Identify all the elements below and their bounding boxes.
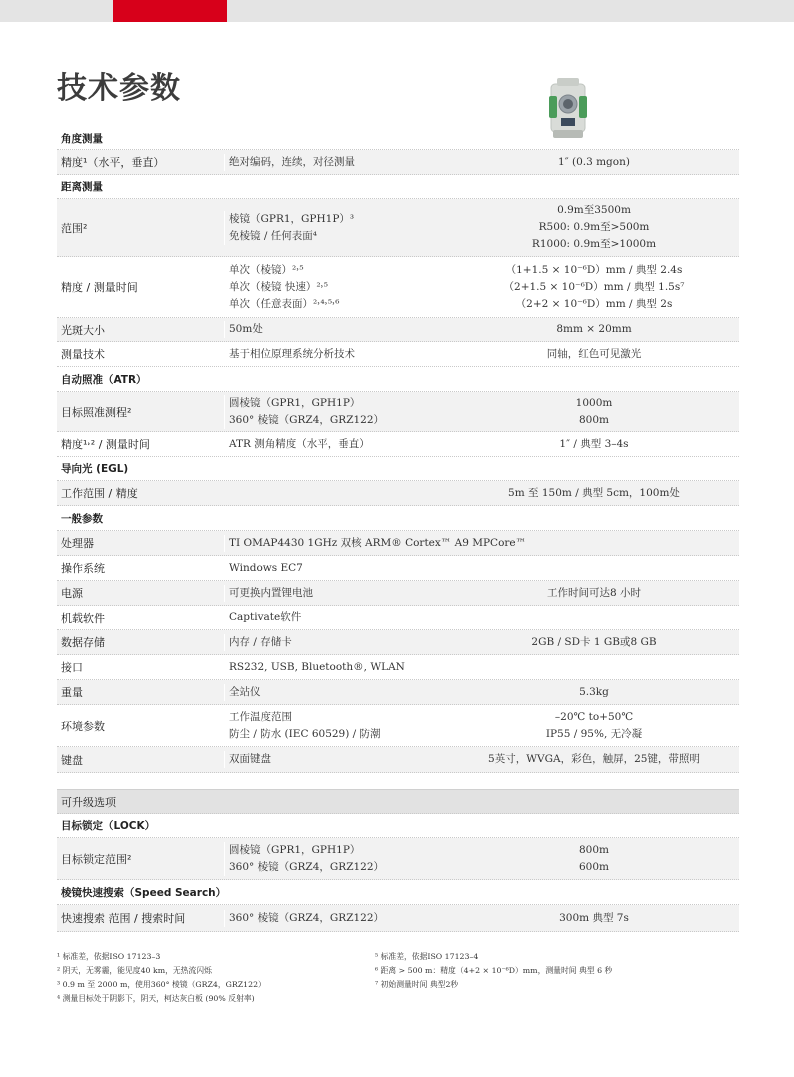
row-value: 8mm × 20mm xyxy=(556,323,632,335)
row-measure-tech xyxy=(57,342,739,367)
value-line: （1+1.5 × 10⁻⁶D）mm / 典型 2.4s xyxy=(505,263,683,276)
desc-line: 单次（棱镜 快速）²˒⁵ xyxy=(229,280,328,293)
row-value xyxy=(449,395,739,429)
footnote: ⁶ 距离 > 500 m：精度（4+2 × 10⁻⁶D）mm，测量时间 典型 6 秒 xyxy=(375,966,613,975)
row-label: 光斑大小 xyxy=(61,323,105,337)
value-line: 0.9m至3500m xyxy=(557,204,631,216)
row-desc: 基于相位原理系统分析技术 xyxy=(224,346,449,363)
footnote: ³ 0.9 m 至 2000 m，使用360° 棱镜（GRZ4，GRZ122） xyxy=(57,980,266,989)
row-storage xyxy=(57,630,739,655)
value-line: 800m xyxy=(579,413,609,426)
row-desc: Captivate软件 xyxy=(224,609,449,626)
section-title: 自动照准（ATR） xyxy=(61,373,147,386)
row-desc: 50m处 xyxy=(224,321,449,338)
row-value xyxy=(449,202,739,253)
value-line: （2+2 × 10⁻⁶D）mm / 典型 2s xyxy=(515,297,673,310)
desc-line: 棱镜（GPR1，GPH1P）³ xyxy=(229,212,355,225)
row-desc xyxy=(224,262,449,313)
row-environment xyxy=(57,705,739,747)
section-title: 距离测量 xyxy=(61,181,103,193)
row-label: 精度¹（水平，垂直） xyxy=(61,156,165,169)
row-desc: 双面键盘 xyxy=(224,751,449,768)
row-desc xyxy=(224,395,449,429)
section-title: 导向光 (EGL) xyxy=(61,463,129,475)
page-title: 技术参数 xyxy=(57,71,181,106)
row-label: 精度 / 测量时间 xyxy=(61,281,138,294)
row-label: 测量技术 xyxy=(61,348,105,361)
section-title: 棱镜快速搜索（Speed Search） xyxy=(61,886,227,899)
row-processor xyxy=(57,531,739,556)
footnote: ⁵ 标准差，依据ISO 17123–4 xyxy=(375,952,479,961)
section-header-egl xyxy=(57,457,739,481)
row-desc: TI OMAP4430 1GHz 双核 ARM® Cortex™ A9 MPCore™ xyxy=(224,535,684,552)
row-desc: Windows EC7 xyxy=(224,560,449,577)
desc-line: 圆棱镜（GPR1，GPH1P） xyxy=(229,396,361,409)
row-label: 环境参数 xyxy=(61,719,105,733)
row-label: 工作范围 / 精度 xyxy=(61,487,138,500)
spacer xyxy=(57,773,739,789)
section-title: 一般参数 xyxy=(61,512,103,525)
row-range xyxy=(57,199,739,257)
row-label: 范围² xyxy=(61,221,88,235)
desc-line: 单次（棱镜）²˒⁵ xyxy=(229,263,304,276)
row-angle-accuracy xyxy=(57,150,739,175)
row-label: 键盘 xyxy=(61,753,83,767)
row-desc: 绝对编码，连续，对径测量 xyxy=(224,154,449,171)
row-value: 1″ (0.3 mgon) xyxy=(558,155,630,168)
row-label: 电源 xyxy=(61,587,83,600)
row-desc: 全站仪 xyxy=(224,684,449,701)
footnote: ⁷ 初始测量时间 典型2秒 xyxy=(375,980,459,989)
footnote: ¹ 标准差，依据ISO 17123–3 xyxy=(57,952,161,961)
value-line: 1000m xyxy=(575,396,613,409)
row-speed-search xyxy=(57,905,739,932)
section-header-general xyxy=(57,506,739,531)
row-value: 5.3kg xyxy=(579,685,609,698)
footnotes-left xyxy=(57,950,266,1006)
desc-line: 圆棱镜（GPR1，GPH1P） xyxy=(229,843,361,856)
footnote: ² 阴天，无雾霾，能见度40 km，无热流闪烁 xyxy=(57,966,212,975)
desc-line: 工作温度范围 xyxy=(229,710,292,723)
section-header-distance xyxy=(57,175,739,199)
value-line: R500: 0.9m至>500m xyxy=(538,221,650,233)
section-header-atr xyxy=(57,367,739,392)
row-label: 目标锁定范围² xyxy=(61,852,132,866)
section-title: 角度测量 xyxy=(61,133,103,145)
row-weight xyxy=(57,680,739,705)
row-power xyxy=(57,581,739,606)
value-line: –20℃ to+50℃ xyxy=(554,710,634,723)
section-header-upgrade xyxy=(57,789,739,814)
value-line: 600m xyxy=(579,860,609,873)
row-label: 处理器 xyxy=(61,537,94,550)
row-desc: 360° 棱镜（GRZ4，GRZ122） xyxy=(224,910,449,927)
row-label: 精度¹˒² / 测量时间 xyxy=(61,438,150,451)
row-value xyxy=(449,262,739,313)
section-title: 目标锁定（LOCK） xyxy=(61,820,156,832)
section-header-speed xyxy=(57,880,739,905)
footnote: ⁴ 测量目标处于阴影下，阴天，柯达灰白板 (90% 反射率) xyxy=(57,994,255,1003)
row-desc: RS232, USB, Bluetooth®, WLAN xyxy=(224,659,449,676)
row-value xyxy=(449,842,739,876)
row-label: 数据存储 xyxy=(61,636,105,649)
row-atr-accuracy xyxy=(57,432,739,457)
section-header-angle xyxy=(57,128,739,150)
row-distance-accuracy xyxy=(57,257,739,318)
brand-accent-block xyxy=(113,0,227,22)
row-interface xyxy=(57,655,739,680)
row-desc: ATR 测角精度（水平，垂直） xyxy=(224,436,449,453)
row-desc: 可更换内置锂电池 xyxy=(224,585,449,602)
row-value: 300m 典型 7s xyxy=(559,911,629,924)
section-header-lock xyxy=(57,814,739,838)
value-line: IP55 / 95%, 无冷凝 xyxy=(545,727,643,740)
row-atr-range xyxy=(57,392,739,432)
row-label: 重量 xyxy=(61,686,83,699)
spec-table xyxy=(57,128,739,932)
row-label: 目标照准测程² xyxy=(61,405,132,419)
row-value: 同轴，红色可见激光 xyxy=(546,347,642,360)
row-software xyxy=(57,606,739,630)
row-os xyxy=(57,556,739,581)
row-value xyxy=(449,709,739,743)
section-title: 可升级选项 xyxy=(61,795,116,809)
top-bar xyxy=(0,0,794,22)
row-egl-range xyxy=(57,481,739,506)
value-line: R1000: 0.9m至>1000m xyxy=(531,238,657,250)
desc-line: 免棱镜 / 任何表面⁴ xyxy=(229,229,317,242)
value-line: （2+1.5 × 10⁻⁶D）mm / 典型 1.5s⁷ xyxy=(503,280,685,293)
row-spot-size xyxy=(57,318,739,342)
row-lock-range xyxy=(57,838,739,880)
row-value: 工作时间可达8 小时 xyxy=(546,586,642,599)
row-label: 接口 xyxy=(61,661,83,674)
row-value: 5m 至 150m / 典型 5cm，100m处 xyxy=(508,486,680,499)
row-desc: 内存 / 存储卡 xyxy=(224,634,449,651)
row-label: 操作系统 xyxy=(61,562,105,575)
footnotes-right xyxy=(375,950,612,992)
row-label: 快速搜索 范围 / 搜索时间 xyxy=(61,912,186,925)
desc-line: 360° 棱镜（GRZ4，GRZ122） xyxy=(229,860,385,873)
row-keyboard xyxy=(57,747,739,773)
row-value: 5英寸，WVGA，彩色，触屏，25键，带照明 xyxy=(488,753,700,765)
value-line: 800m xyxy=(579,843,609,856)
desc-line: 单次（任意表面）²˒⁴˒⁵˒⁶ xyxy=(229,297,340,310)
row-value: 1″ / 典型 3–4s xyxy=(559,437,629,450)
desc-line: 防尘 / 防水 (IEC 60529) / 防潮 xyxy=(229,727,381,740)
row-value: 2GB / SD卡 1 GB或8 GB xyxy=(531,635,657,648)
row-label: 机载软件 xyxy=(61,611,105,625)
row-desc xyxy=(224,842,449,876)
row-desc xyxy=(224,211,449,245)
desc-line: 360° 棱镜（GRZ4，GRZ122） xyxy=(229,413,385,426)
row-desc xyxy=(224,709,449,743)
